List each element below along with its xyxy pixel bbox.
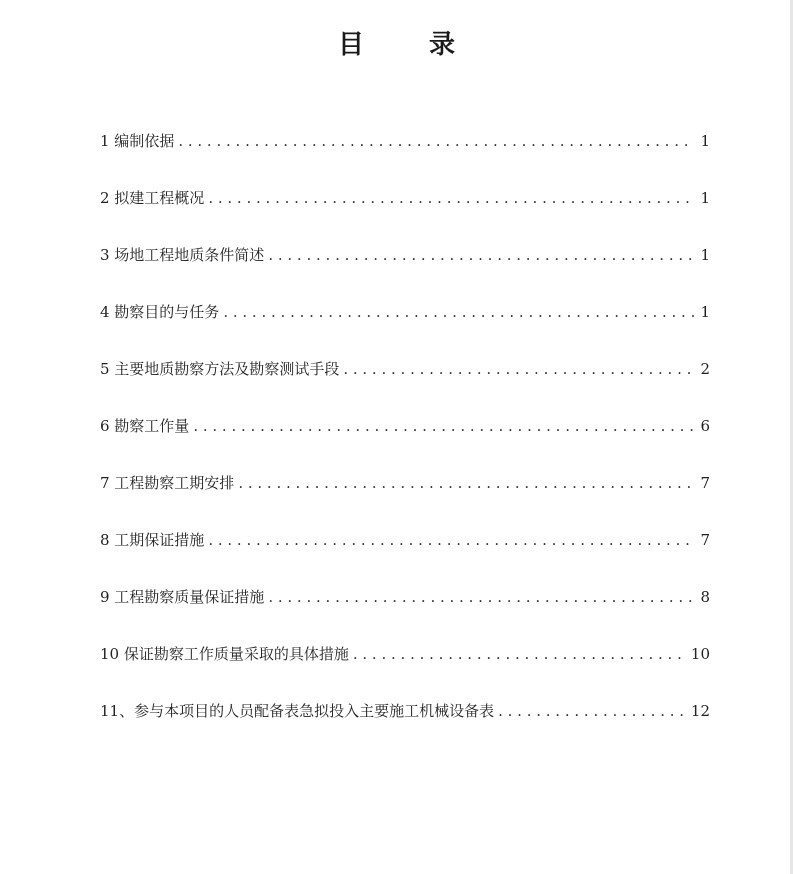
toc-entry-title: 5 主要地质勘察方法及勘察测试手段 [100, 360, 340, 378]
toc-dot-leader [223, 303, 694, 321]
toc-entry-page: 10 [690, 645, 710, 663]
toc-dot-leader [208, 531, 694, 549]
toc-entry-2[interactable] [100, 187, 710, 244]
toc-dot-leader [498, 702, 685, 720]
toc-entry-page: 8 [700, 588, 710, 606]
toc-dot-leader [268, 246, 694, 264]
toc-entry-3[interactable] [100, 244, 710, 301]
toc-entry-page: 2 [700, 360, 710, 378]
toc-entry-9[interactable] [100, 586, 710, 643]
toc-entry-page: 7 [700, 531, 710, 549]
toc-entry-page: 12 [690, 702, 710, 720]
table-of-contents [100, 130, 710, 757]
toc-entry-8[interactable] [100, 529, 710, 586]
toc-entry-page: 6 [700, 417, 710, 435]
toc-dot-leader [268, 588, 694, 606]
toc-dot-leader [193, 417, 694, 435]
toc-entry-1[interactable] [100, 130, 710, 187]
toc-entry-5[interactable] [100, 358, 710, 415]
toc-entry-10[interactable] [100, 643, 710, 700]
toc-entry-title: 9 工程勘察质量保证措施 [100, 588, 265, 606]
toc-entry-title: 6 勘察工作量 [100, 417, 190, 435]
toc-entry-page: 7 [700, 474, 710, 492]
toc-dot-leader [353, 645, 685, 663]
toc-entry-title: 3 场地工程地质条件简述 [100, 246, 265, 264]
toc-entry-title: 1 编制依据 [100, 132, 175, 150]
toc-entry-title: 10 保证勘察工作质量采取的具体措施 [100, 645, 349, 663]
toc-entry-title: 11、参与本项目的人员配备表急拟投入主要施工机械设备表 [100, 702, 495, 720]
toc-entry-page: 1 [700, 246, 710, 264]
toc-dot-leader [178, 132, 694, 150]
page-title: 目 录 [337, 30, 484, 60]
toc-entry-page: 1 [700, 132, 710, 150]
toc-entry-6[interactable] [100, 415, 710, 472]
toc-dot-leader [238, 474, 694, 492]
toc-entry-page: 1 [700, 303, 710, 321]
toc-entry-page: 1 [700, 189, 710, 207]
toc-dot-leader [343, 360, 694, 378]
toc-entry-title: 2 拟建工程概况 [100, 189, 205, 207]
toc-entry-7[interactable] [100, 472, 710, 529]
toc-entry-4[interactable] [100, 301, 710, 358]
toc-dot-leader [208, 189, 694, 207]
toc-entry-title: 8 工期保证措施 [100, 531, 205, 549]
toc-entry-title: 4 勘察目的与任务 [100, 303, 220, 321]
toc-entry-title: 7 工程勘察工期安排 [100, 474, 235, 492]
toc-entry-11[interactable] [100, 700, 710, 757]
